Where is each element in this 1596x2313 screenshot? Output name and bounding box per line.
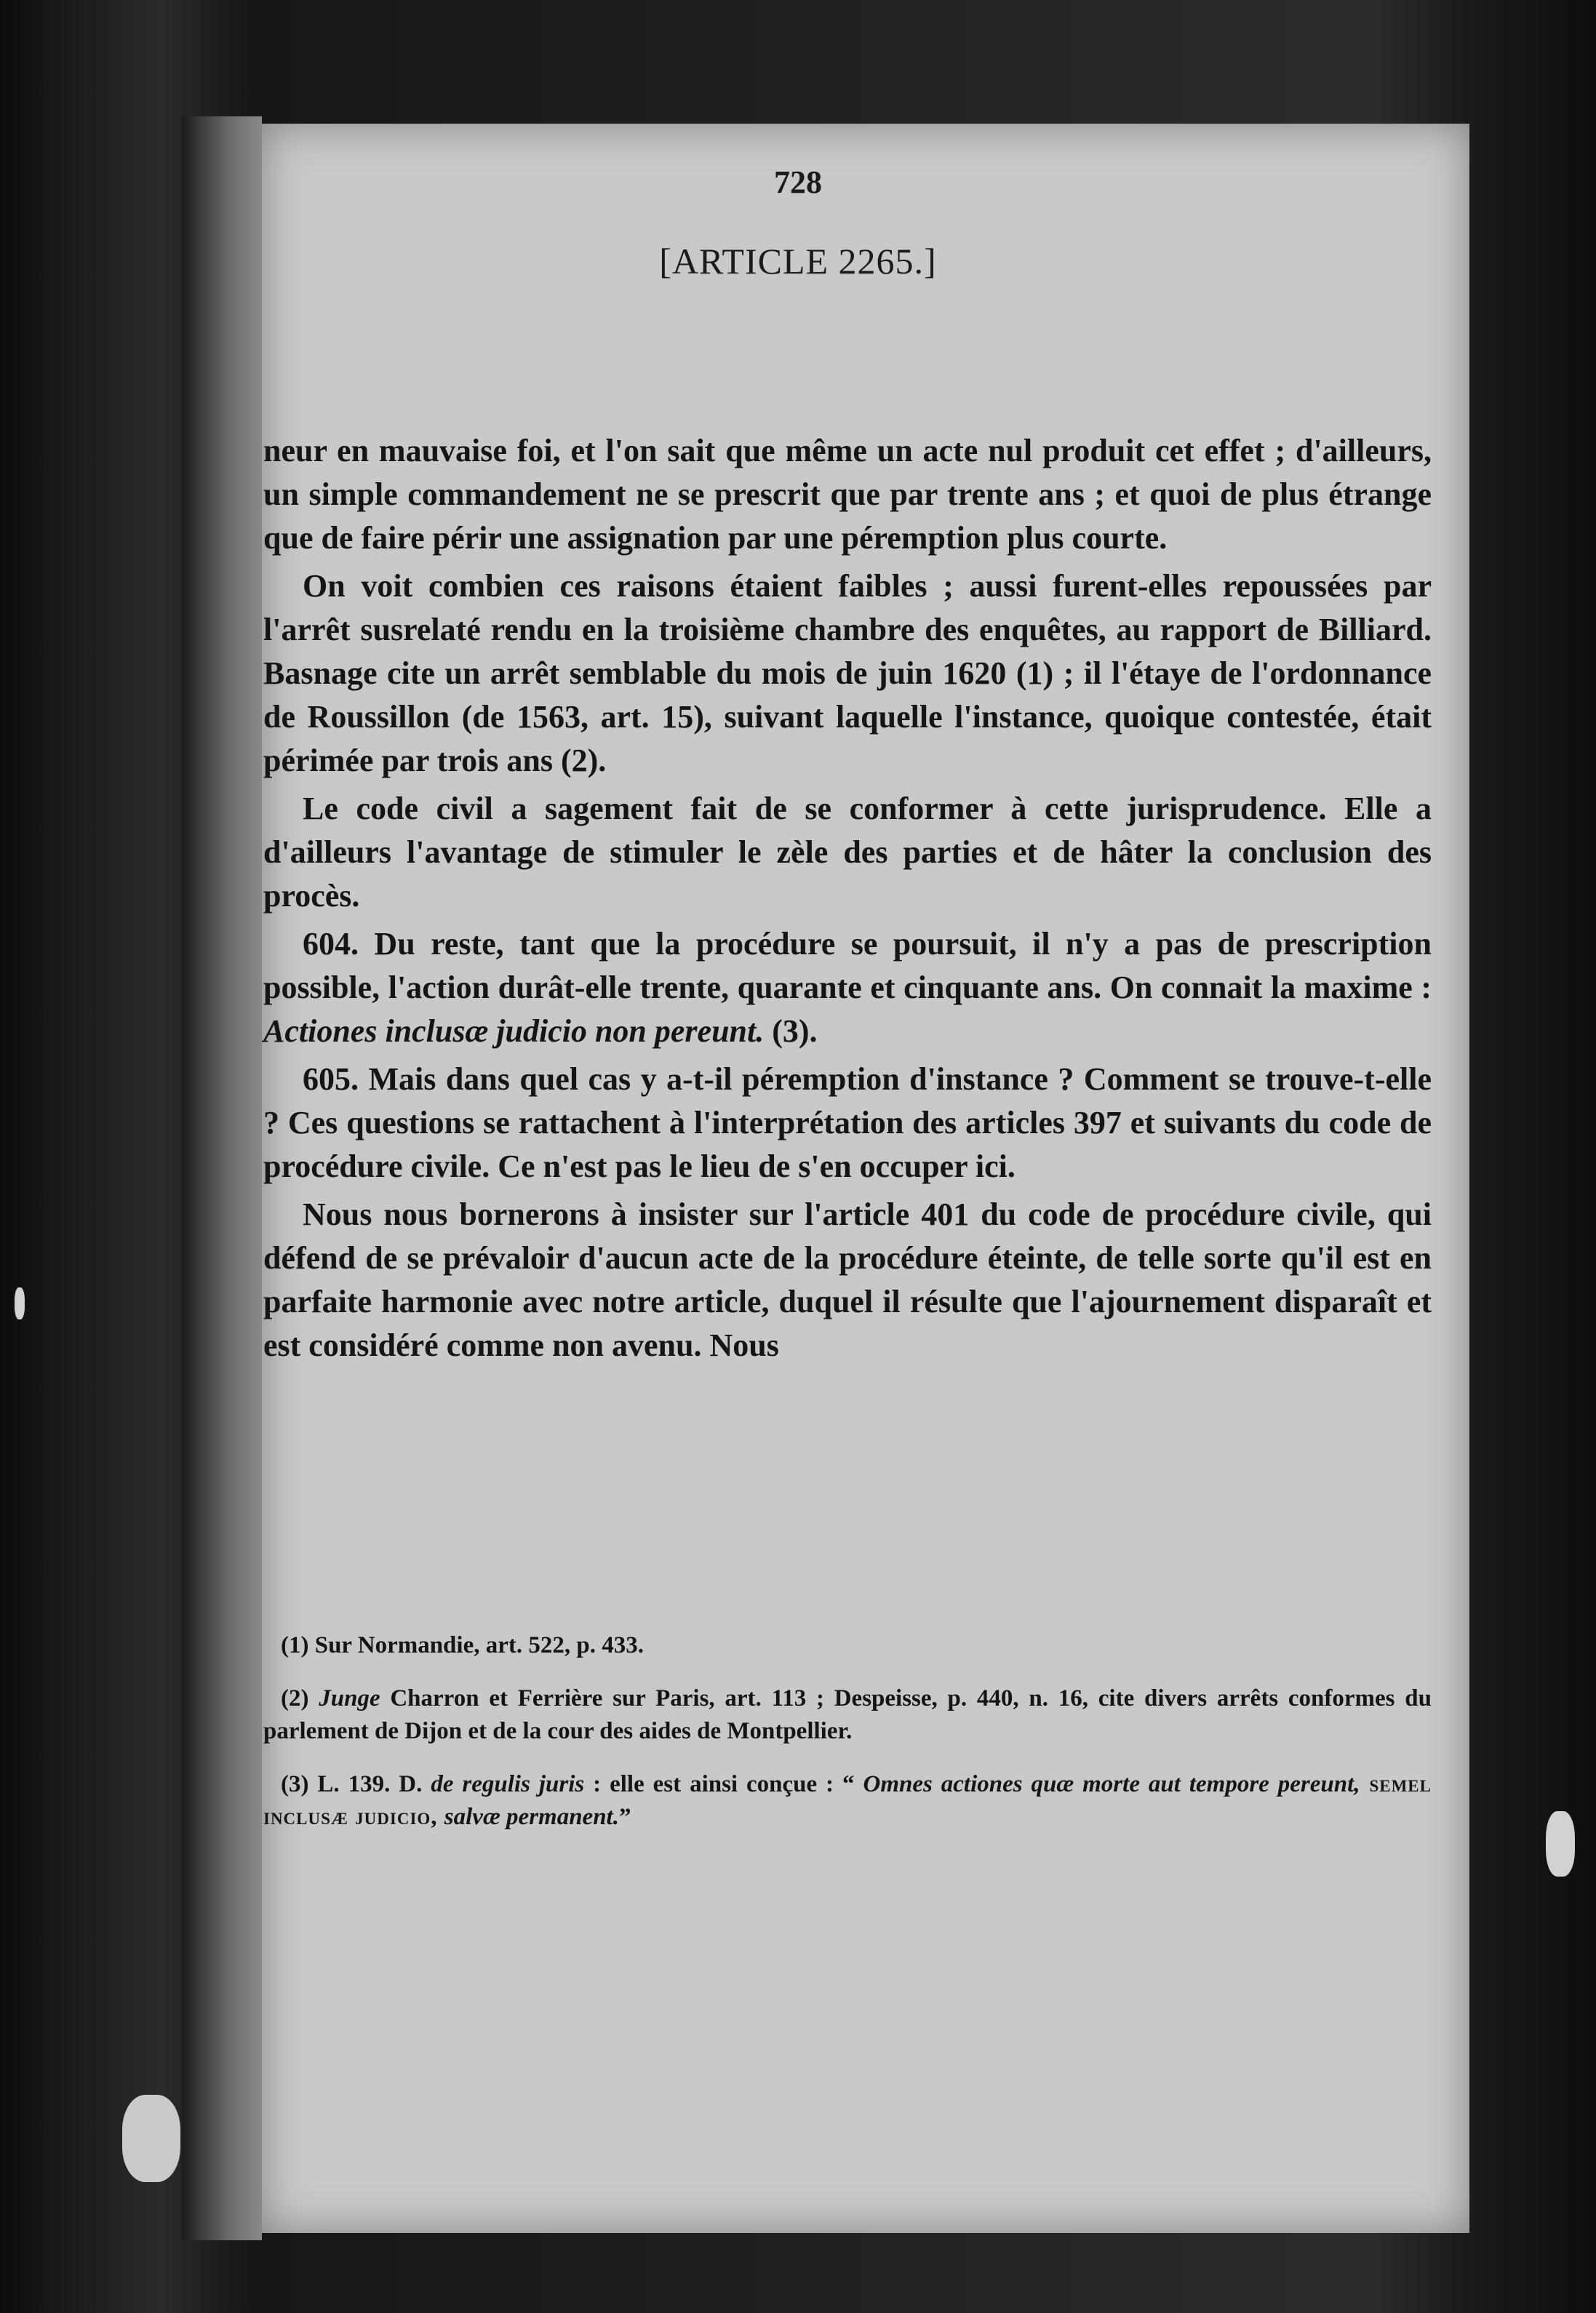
film-scratch-mark	[15, 1287, 25, 1319]
paragraph-text: 604. Du reste, tant que la procédure se poursuit, il n'y a pas de prescription possible, l'action durât-elle trente, quarante et cinquante ans. On connait la maxime :	[263, 926, 1432, 1005]
footnotes	[263, 1629, 1432, 1854]
footnote-text: Charron et Ferrière sur Paris, art. 113 ; Despeisse, p. 440, n. 16, cite divers arrêts conformes du parlement de Dijon et de la cour des aides de Montpellier.	[263, 1685, 1432, 1744]
running-head: [ARTICLE 2265.]	[659, 241, 937, 281]
footnote-italic: de regulis juris	[431, 1771, 585, 1797]
book-gutter-shadow	[182, 116, 262, 2240]
footnote-3	[263, 1768, 1432, 1834]
paragraph: neur en mauvaise foi, et l'on sait que même un acte nul produit cet effet ; d'ailleurs, un simple commandement ne se prescrit que par trente ans ; et quoi de plus étrange que de faire périr une assignation par une péremption plus courte.	[263, 433, 1432, 556]
footnote-2	[263, 1682, 1432, 1748]
paragraph: Nous nous bornerons à insister sur l'article 401 du code de procédure civile, qui défend de se prévaloir d'aucun acte de la procédure éteinte, de telle sorte qu'il est en parfaite harmonie avec notre article, duquel il résulte que l'ajournement disparaît et est considéré comme non avenu. Nous	[263, 1197, 1432, 1363]
footnote-smallcaps: semel inclusæ judicio,	[263, 1771, 1432, 1830]
footnote-ref: (3).	[764, 1013, 818, 1049]
main-text	[263, 429, 1432, 1367]
footnote-italic: Junge	[319, 1685, 380, 1711]
footnote-number: (2)	[281, 1685, 319, 1711]
footnote-1: (1) Sur Normandie, art. 522, p. 433.	[281, 1632, 644, 1658]
footnote-italic: salvæ permanent.	[444, 1804, 619, 1830]
film-scratch-mark	[1546, 1811, 1575, 1877]
latin-maxim: Actiones inclusæ judicio non pereunt.	[263, 1013, 765, 1049]
paragraph: On voit combien ces raisons étaient faibles ; aussi furent-elles repoussées par l'arrêt susrelaté rendu en la troisième chambre des enquêtes, au rapport de Billiard. Basnage cite un arrêt semblable du mois de juin 1620 (1) ; il l'étaye de l'ordonnance de Roussillon (de 1563, art. 15), suivant laquelle l'instance, quoique contestée, était périmée par trois ans (2).	[263, 568, 1432, 778]
film-scratch-mark	[122, 2095, 180, 2182]
footnote-text: : elle est ainsi conçue : “	[584, 1771, 863, 1797]
paragraph: Le code civil a sagement fait de se conformer à cette jurisprudence. Elle a d'ailleurs l'avantage de stimuler le zèle des parties et de hâter la conclusion des procès.	[263, 791, 1432, 914]
paragraph-604	[263, 922, 1432, 1053]
footnote-italic: Omnes actiones quæ morte aut tempore pereunt,	[863, 1771, 1360, 1797]
footnote-number: (3) L. 139. D.	[281, 1771, 431, 1797]
paragraph-605: 605. Mais dans quel cas y a-t-il péremption d'instance ? Comment se trouve-t-elle ? Ces questions se rattachent à l'interprétation des articles 397 et suivants du code de procédure civile. Ce n'est pas le lieu de s'en occuper ici.	[263, 1061, 1432, 1184]
page-number: 728	[774, 164, 822, 200]
footnote-text: ”	[618, 1804, 631, 1830]
